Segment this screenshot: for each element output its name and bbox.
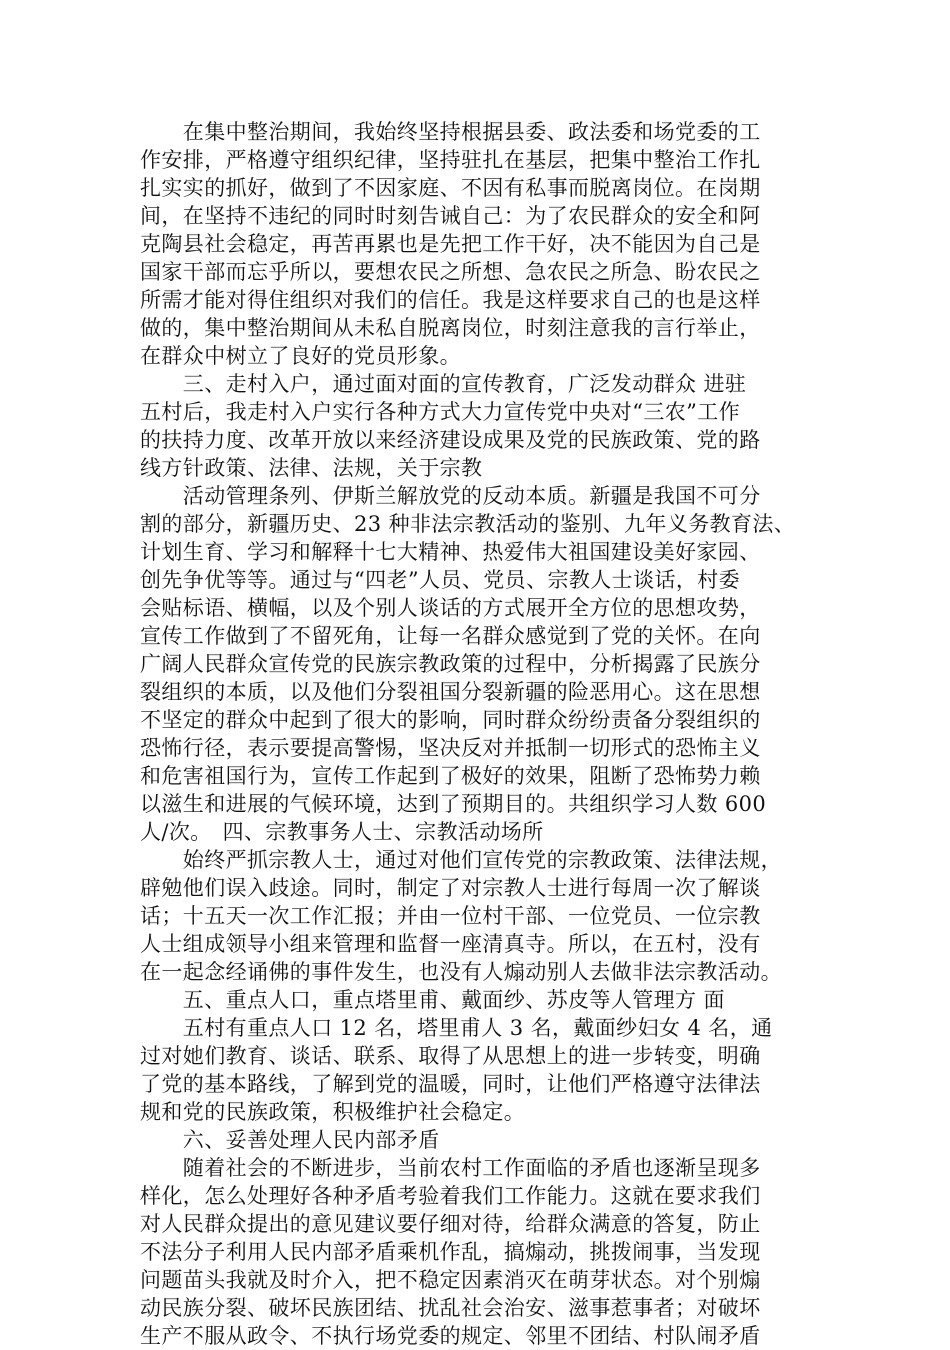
text-line: 人/次。 四、宗教事务人士、宗教活动场所 bbox=[140, 820, 544, 844]
text-line: 五村后，我走村入户实行各种方式大力宣传党中央对“三农”工作 bbox=[140, 400, 741, 424]
text-line: 克陶县社会稳定，再苦再累也是先把工作干好，决不能因为自己是 bbox=[140, 232, 761, 256]
text-line: 随着社会的不断进步，当前农村工作面临的矛盾也逐渐呈现多 bbox=[140, 1156, 761, 1180]
text-line: 了党的基本路线，了解到党的温暖，同时，让他们严格遵守法律法 bbox=[140, 1072, 761, 1096]
text-line: 在一起念经诵佛的事件发生，也没有人煽动别人去做非法宗教活动。 bbox=[140, 960, 782, 984]
text-line: 人士组成领导小组来管理和监督一座清真寺。所以，在五村，没有 bbox=[140, 932, 761, 956]
text-line: 对人民群众提出的意见建议要仔细对待，给群众满意的答复，防止 bbox=[140, 1212, 761, 1236]
text-line: 恐怖行径，表示要提高警惕，坚决反对并抵制一切形式的恐怖主义 bbox=[140, 736, 761, 760]
text-line: 间，在坚持不违纪的同时时刻告诫自己：为了农民群众的安全和阿 bbox=[140, 204, 761, 228]
text-line: 始终严抓宗教人士，通过对他们宣传党的宗教政策、法律法规， bbox=[140, 848, 782, 872]
text-line: 以滋生和进展的气候环境，达到了预期目的。共组织学习人数 600 bbox=[140, 792, 767, 816]
text-line: 不法分子利用人民内部矛盾乘机作乱，搞煽动，挑拨闹事，当发现 bbox=[140, 1240, 761, 1264]
text-line: 扎实实的抓好，做到了不因家庭、不因有私事而脱离岗位。在岗期 bbox=[140, 176, 761, 200]
text-line: 计划生育、学习和解释十七大精神、热爱伟大祖国建设美好家园、 bbox=[140, 540, 761, 564]
text-line: 动民族分裂、破坏民族团结、扰乱社会治安、滋事惹事者；对破坏 bbox=[140, 1296, 761, 1320]
text-line: 辟勉他们误入歧途。同时，制定了对宗教人士进行每周一次了解谈 bbox=[140, 876, 761, 900]
text-line: 宣传工作做到了不留死角，让每一名群众感觉到了党的关怀。在向 bbox=[140, 624, 761, 648]
text-line: 在群众中树立了良好的党员形象。 bbox=[140, 344, 461, 368]
text-line: 割的部分，新疆历史、23 种非法宗教活动的鉴别、九年义务教育法、 bbox=[140, 512, 796, 536]
text-line: 问题苗头我就及时介入，把不稳定因素消灭在萌芽状态。对个别煽 bbox=[140, 1268, 761, 1292]
text-line: 活动管理条列、伊斯兰解放党的反动本质。新疆是我国不可分 bbox=[140, 484, 761, 508]
text-line: 做的，集中整治期间从未私自脱离岗位，时刻注意我的言行举止， bbox=[140, 316, 761, 340]
text-line: 话；十五天一次工作汇报；并由一位村干部、一位党员、一位宗教 bbox=[140, 904, 761, 928]
text-line: 线方针政策、法律、法规，关于宗教 bbox=[140, 456, 483, 480]
text-line: 创先争优等等。通过与“四老”人员、党员、宗教人士谈话，村委 bbox=[140, 568, 741, 592]
text-line: 不坚定的群众中起到了很大的影响，同时群众纷纷责备分裂组织的 bbox=[140, 708, 761, 732]
text-line: 五村有重点人口 12 名，塔里甫人 3 名，戴面纱妇女 4 名，通 bbox=[140, 1016, 773, 1040]
text-line: 所需才能对得住组织对我们的信任。我是这样要求自己的也是这样 bbox=[140, 288, 761, 312]
text-line: 和危害祖国行为，宣传工作起到了极好的效果，阻断了恐怖势力赖 bbox=[140, 764, 761, 788]
text-line: 六、妥善处理人民内部矛盾 bbox=[140, 1128, 440, 1152]
text-line: 作安排，严格遵守组织纪律，坚持驻扎在基层，把集中整治工作扎 bbox=[140, 148, 761, 172]
text-line: 五、重点人口，重点塔里甫、戴面纱、苏皮等人管理方 面 bbox=[140, 988, 725, 1012]
text-line: 广阔人民群众宣传党的民族宗教政策的过程中，分析揭露了民族分 bbox=[140, 652, 761, 676]
text-line: 过对她们教育、谈话、联系、取得了从思想上的进一步转变，明确 bbox=[140, 1044, 761, 1068]
text-line: 三、走村入户，通过面对面的宣传教育，广泛发动群众 进驻 bbox=[140, 372, 747, 396]
body-text bbox=[140, 118, 820, 1350]
text-line: 样化，怎么处理好各种矛盾考验着我们工作能力。这就在要求我们 bbox=[140, 1184, 761, 1208]
text-line: 在集中整治期间，我始终坚持根据县委、政法委和场党委的工 bbox=[140, 120, 761, 144]
text-line: 会贴标语、横幅，以及个别人谈话的方式展开全方位的思想攻势， bbox=[140, 596, 761, 620]
text-line: 的扶持力度、改革开放以来经济建设成果及党的民族政策、党的路 bbox=[140, 428, 761, 452]
text-line: 规和党的民族政策，积极维护社会稳定。 bbox=[140, 1100, 526, 1124]
text-line: 生产不服从政令、不执行场党委的规定、邻里不团结、村队闹矛盾 bbox=[140, 1324, 761, 1348]
text-line: 裂组织的本质，以及他们分裂祖国分裂新疆的险恶用心。这在思想 bbox=[140, 680, 761, 704]
text-line: 国家干部而忘乎所以，要想农民之所想、急农民之所急、盼农民之 bbox=[140, 260, 761, 284]
